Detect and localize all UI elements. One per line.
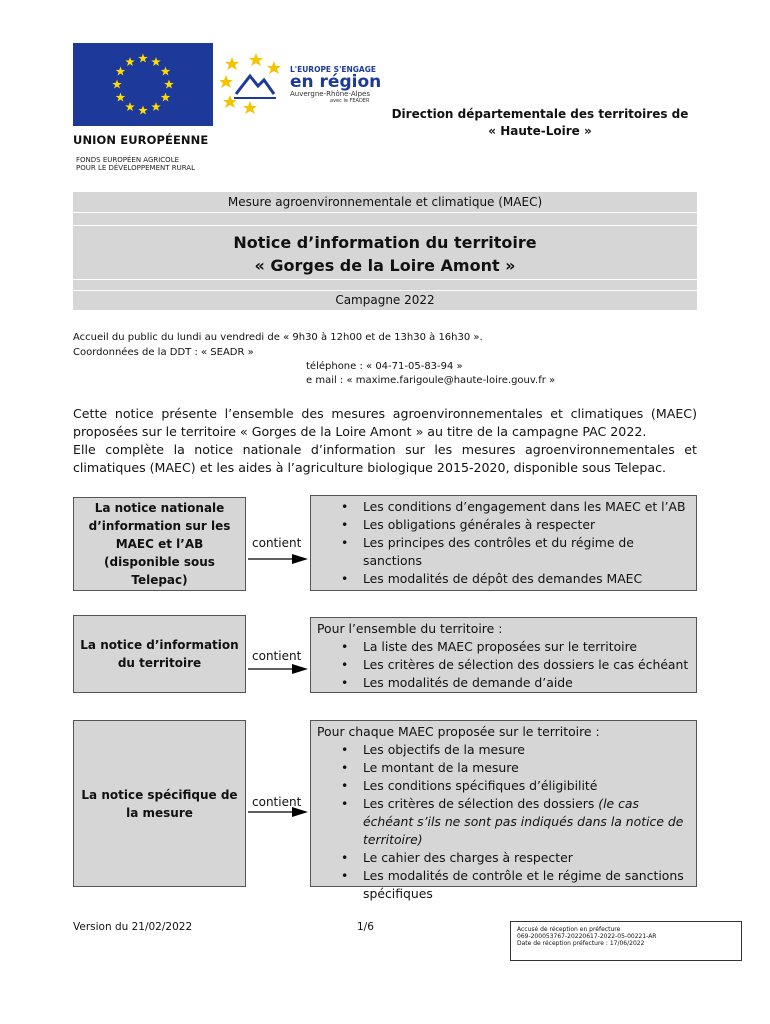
list-item: • Les modalités de demande d’aide bbox=[341, 675, 573, 690]
contact-service: Coordonnées de la DDT : « SEADR » bbox=[73, 347, 254, 358]
eu-union-label: UNION EUROPÉENNE bbox=[73, 133, 209, 147]
arrow-right-icon bbox=[248, 663, 310, 675]
banner-title bbox=[73, 231, 697, 277]
banner-title-line1: Notice d’information du territoire bbox=[233, 233, 537, 252]
contents-list bbox=[315, 498, 692, 588]
notice-nationale-contents bbox=[310, 495, 697, 591]
arrow-right-icon bbox=[248, 553, 310, 565]
notice-nationale-box: La notice nationale d’information sur les MAEC et l’AB (disponible sous Telepac) bbox=[73, 497, 246, 591]
contact-phone: téléphone : « 04-71-05-83-94 » bbox=[306, 361, 463, 372]
notice-specifique-contents bbox=[310, 720, 697, 901]
connector-label: contient bbox=[252, 795, 302, 809]
connector-label: contient bbox=[252, 536, 302, 550]
banner-campaign: Campagne 2022 bbox=[335, 293, 435, 307]
arrow-right-icon bbox=[248, 806, 310, 818]
list-item: • Les conditions d’engagement dans les MAEC et l’AB bbox=[341, 499, 686, 514]
contents-intro: Pour l’ensemble du territoire : bbox=[317, 621, 503, 636]
intro-paragraph-2: Elle complète la notice nationale d’information sur les mesures agroenvironnementales et climatiques (MAEC) et les aides à l’agriculture biologique 2015-2020, disponible sous Telepac. bbox=[73, 442, 697, 475]
reception-stamp bbox=[510, 921, 742, 961]
list-item: • Les objectifs de la mesure bbox=[341, 742, 525, 757]
list-item: • Les critères de sélection des dossiers le cas échéant bbox=[341, 657, 689, 672]
intro-paragraph-1: Cette notice présente l’ensemble des mesures agroenvironnementales et climatiques (MAEC) proposées sur le territoire « Gorges de la Loire Amont » au titre de la campagne PAC 2022. bbox=[73, 406, 697, 439]
list-item: • La liste des MAEC proposées sur le territoire bbox=[341, 639, 638, 654]
page-number: 1/6 bbox=[357, 921, 374, 933]
banner-title-line2: « Gorges de la Loire Amont » bbox=[254, 256, 516, 275]
list-item: • Les obligations générales à respecter bbox=[341, 517, 596, 532]
intro-text bbox=[73, 405, 697, 477]
contact-hours: Accueil du public du lundi au vendredi de « 9h30 à 12h00 et de 13h30 à 16h30 ». bbox=[73, 332, 483, 343]
list-item: • Les modalités de dépôt des demandes MAEC bbox=[341, 571, 643, 586]
banner-subtitle: Mesure agroenvironnementale et climatique (MAEC) bbox=[227, 195, 543, 209]
region-mountain-icon bbox=[220, 52, 288, 114]
region-line3: Auvergne-Rhône-Alpes bbox=[290, 90, 370, 98]
list-item: • Le cahier des charges à respecter bbox=[341, 850, 573, 865]
direction-line1: Direction départementale des territoires de bbox=[391, 107, 689, 121]
eu-stars-icon bbox=[73, 43, 213, 126]
list-item: • Les conditions spécifiques d’éligibilité bbox=[341, 778, 598, 793]
region-logo bbox=[220, 52, 385, 122]
contents-list bbox=[315, 741, 692, 903]
eu-fund-line2: POUR LE DÉVELOPPEMENT RURAL bbox=[76, 164, 195, 172]
region-line1: L'EUROPE S'ENGAGE bbox=[290, 65, 377, 74]
contents-list bbox=[315, 638, 692, 692]
list-item: • Les principes des contrôles et du régime de sanctions bbox=[341, 535, 634, 568]
direction-heading bbox=[385, 106, 695, 140]
list-item: • Les critères de sélection des dossiers (le cas échéant s’ils ne sont pas indiqués dans la notice de territoire) bbox=[341, 796, 684, 847]
eu-flag-logo bbox=[73, 43, 213, 126]
notice-territoire-box: La notice d’information du territoire bbox=[73, 615, 246, 693]
list-item: • Les modalités de contrôle et le régime de sanctions spécifiques bbox=[341, 868, 684, 901]
stamp-line1: Accusé de réception en préfecture bbox=[517, 926, 621, 933]
notice-territoire-contents bbox=[310, 617, 697, 693]
eu-fund-line1: FONDS EUROPÉEN AGRICOLE bbox=[76, 156, 180, 164]
eu-fund-label bbox=[76, 156, 195, 172]
contents-intro: Pour chaque MAEC proposée sur le territoire : bbox=[317, 724, 600, 739]
connector-label: contient bbox=[252, 649, 302, 663]
contact-email: e mail : « maxime.farigoule@haute-loire.gouv.fr » bbox=[306, 375, 556, 386]
title-banner bbox=[73, 192, 697, 310]
italic-note: (le cas échéant s’ils ne sont pas indiqués dans la notice de territoire) bbox=[363, 796, 684, 847]
region-line2: en région bbox=[290, 72, 382, 92]
direction-line2: « Haute-Loire » bbox=[488, 124, 592, 138]
stamp-line3: Date de réception préfecture : 17/06/2022 bbox=[517, 940, 645, 947]
version-label: Version du 21/02/2022 bbox=[73, 921, 193, 933]
region-line4: avec le FEADER bbox=[330, 98, 370, 104]
list-item: • Le montant de la mesure bbox=[341, 760, 519, 775]
notice-specifique-box: La notice spécifique de la mesure bbox=[73, 720, 246, 887]
stamp-line2: 069-200053767-20220617-2022-05-00221-AR bbox=[517, 933, 657, 940]
